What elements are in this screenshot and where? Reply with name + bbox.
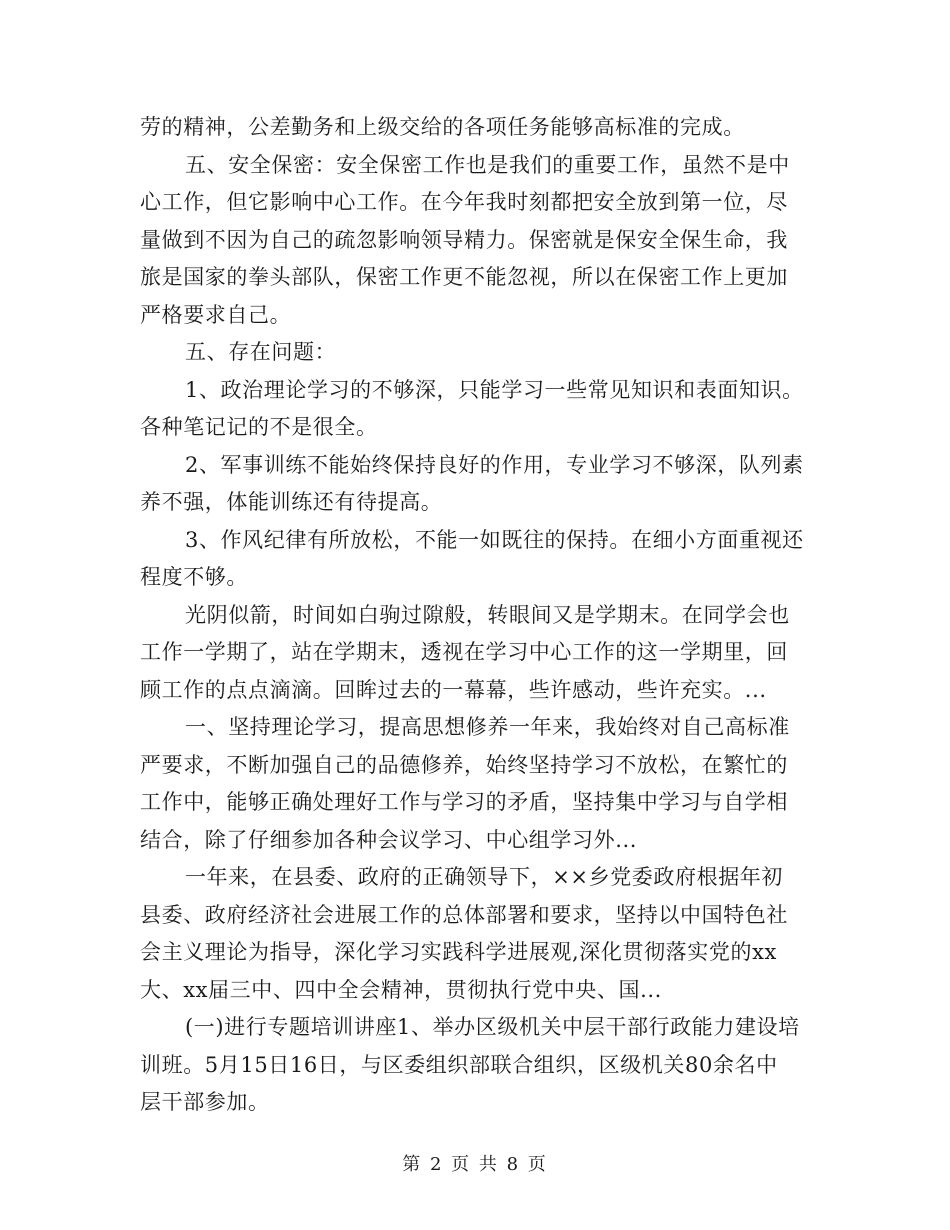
text-line: 训班。5月15日16日，与区委组织部联合组织，区级机关80余名中 <box>140 1053 778 1077</box>
text-line: 程度不够。 <box>140 565 248 589</box>
page-number-footer: 第 2 页 共 8 页 <box>402 1154 548 1175</box>
text-line: 一年来，在县委、政府的正确领导下，××乡党委政府根据年初 <box>185 865 783 889</box>
text-line: 劳的精神，公差勤务和上级交给的各项任务能够高标准的完成。 <box>140 115 745 139</box>
text-line: 工作一学期了，站在学期末，透视在学习中心工作的这一学期里，回 <box>140 640 788 664</box>
text-line: 光阴似箭，时间如白驹过隙般，转眼间又是学期末。在同学会也 <box>185 603 790 627</box>
text-line: 五、安全保密：安全保密工作也是我们的重要工作，虽然不是中 <box>185 153 790 177</box>
text-line: 2、军事训练不能始终保持良好的作用，专业学习不够深，队列素 <box>185 453 804 477</box>
text-line: 各种笔记记的不是很全。 <box>140 415 378 439</box>
text-line: 心工作，但它影响中心工作。在今年我时刻都把安全放到第一位，尽 <box>140 190 788 214</box>
text-line: 量做到不因为自己的疏忽影响领导精力。保密就是保安全保生命，我 <box>140 228 788 252</box>
text-line: 3、作风纪律有所放松，不能一如既往的保持。在细小方面重视还 <box>185 528 804 552</box>
text-line: 工作中，能够正确处理好工作与学习的矛盾，坚持集中学习与自学相 <box>140 790 788 814</box>
text-line: 会主义理论为指导，深化学习实践科学进展观,深化贯彻落实党的xx <box>140 940 777 964</box>
text-line: 县委、政府经济社会进展工作的总体部署和要求，坚持以中国特色社 <box>140 903 788 927</box>
text-line: 严要求，不断加强自己的品德修养，始终坚持学习不放松，在繁忙的 <box>140 753 788 777</box>
text-line: 养不强，体能训练还有待提高。 <box>140 490 443 514</box>
text-line: 旅是国家的拳头部队，保密工作更不能忽视，所以在保密工作上更加 <box>140 265 788 289</box>
text-line: 1、政治理论学习的不够深，只能学习一些常见知识和表面知识。 <box>185 378 804 402</box>
text-line: 五、存在问题： <box>185 340 337 364</box>
text-line: 严格要求自己。 <box>140 303 292 327</box>
text-line: 层干部参加。 <box>140 1090 270 1114</box>
text-line: 结合，除了仔细参加各种会议学习、中心组学习外... <box>140 828 638 852</box>
text-line: (一)进行专题培训讲座1、举办区级机关中层干部行政能力建设培 <box>185 1015 800 1039</box>
text-line: 一、坚持理论学习，提高思想修养一年来，我始终对自己高标准 <box>185 715 790 739</box>
text-line: 顾工作的点点滴滴。回眸过去的一幕幕，些许感动，些许充实。... <box>140 678 767 702</box>
text-line: 大、xx届三中、四中全会精神，贯彻执行党中央、国... <box>140 978 662 1002</box>
